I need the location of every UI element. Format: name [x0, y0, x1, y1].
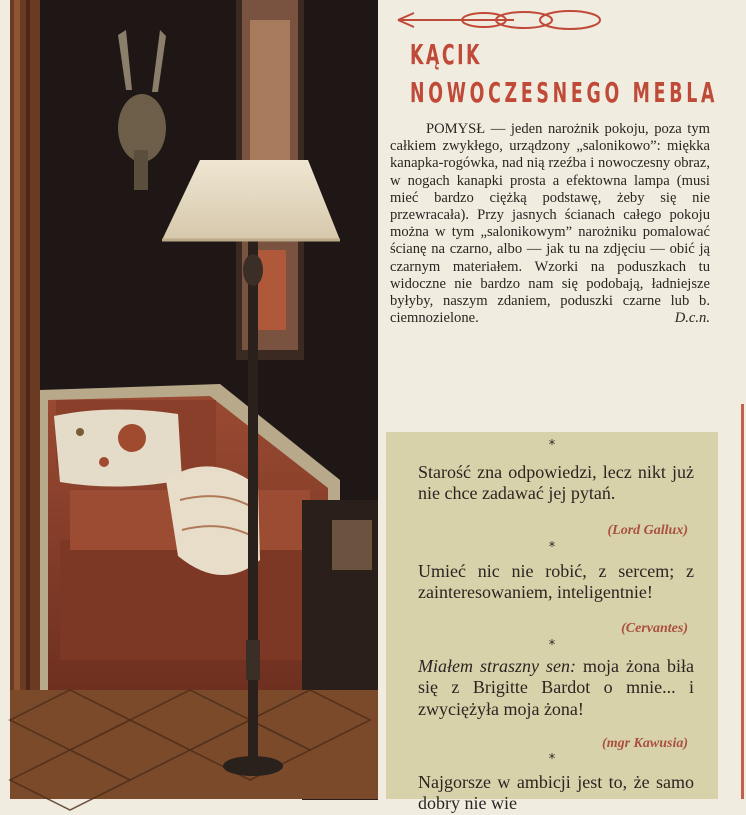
star-separator: *: [548, 438, 556, 453]
quote-4: Najgorsze w ambicji jest to, że samo dobry nie wie: [418, 772, 694, 814]
quote-3-lead: Miałem straszny sen:: [418, 656, 577, 676]
article-title: [410, 36, 719, 112]
arrow-scroll-ornament-icon: [394, 8, 604, 32]
star-separator: *: [548, 638, 556, 653]
quote-1-author: (Lord Gallux): [607, 523, 688, 538]
corner-furniture-photo: [10, 0, 378, 799]
column-divider: [741, 404, 744, 799]
article-text: POMYSŁ — jeden narożnik pokoju, poza tym całkiem zwykłego, urządzony „salonikowo”: miękka kanapka-rogówka, nad nią rzeźba i nowoczesny obraz, w nogach kanapki prosta a efektowna lampa (musi mieć bardzo ciężką podstawę, żeby się nie przewracała). Przy jasnych ścianach całego pokoju można w tym „salonikowym” narożniku pomalować ścianę na czarno, albo — jak tu na zdjęciu — obić ją czarnym materiałem. Wzorki na poduszkach tu widoczne nie bardzo nam się podobają, ładniejsze byłyby, naszym zdaniem, poduszki czarne lub b. ciemnozielone.: [390, 121, 710, 327]
article-signature: D.c.n.: [674, 310, 710, 327]
title-line-1: KĄCIK: [410, 38, 482, 71]
patterned-cushion: [54, 409, 182, 486]
article-body: [390, 121, 710, 327]
title-line-2: NOWOCZESNEGO MEBLA: [410, 76, 719, 109]
quote-1: Starość zna odpowiedzi, lecz nikt już nie chce zadawać jej pytań.: [418, 462, 694, 504]
star-separator: *: [548, 752, 556, 767]
quote-3-text: moja żona biła się z Brigitte Bardot o mnie... i zwyciężyła moja żona!: [418, 656, 695, 719]
article-column: [386, 0, 746, 814]
quotes-box: [386, 432, 718, 814]
quote-2: Umieć nic nie robić, z sercem; z zainteresowaniem, inteligentnie!: [418, 561, 694, 603]
quote-3: [418, 656, 694, 720]
quote-3-author: (mgr Kawusia): [602, 736, 688, 751]
quote-2-author: (Cervantes): [621, 621, 688, 636]
star-separator: *: [548, 540, 556, 555]
